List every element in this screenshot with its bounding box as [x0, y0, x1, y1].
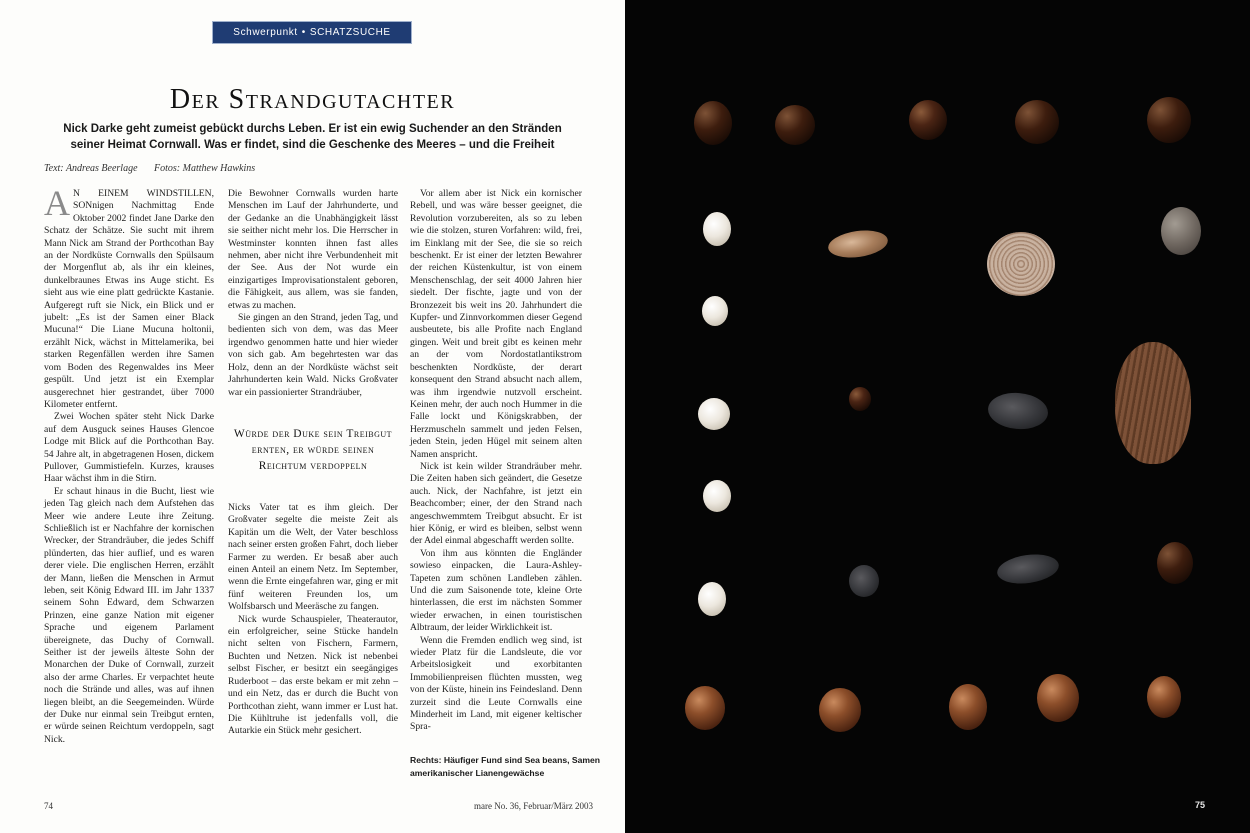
credit-photos: Fotos: Matthew Hawkins: [154, 163, 256, 174]
column-2-paragraph-2: Sie gingen an den Strand, jeden Tag, und bedienten sich von dem, was das Meer irgendwo genommen hatte und hier wieder von sich gab. Am begehrtesten war das Holz, denn an der Nordküste wächst seit Jahrhunderten kein Wald. Nicks Großvater war ein passionierter Strandräuber,: [228, 312, 398, 398]
deck: Nick Darke geht zumeist gebückt durchs Leben. Er ist ein ewig Suchender an den Stränden seiner Heimat Cornwall. Was er findet, sind die Geschenke des Meeres – und die Freiheit: [63, 123, 562, 151]
sea-bean-seed: [909, 100, 947, 140]
tan-seed: [826, 227, 889, 261]
sea-bean-seed: [694, 101, 732, 145]
credits: [44, 163, 255, 174]
photo-page: [625, 0, 1250, 833]
white-seed: [698, 582, 726, 616]
column-2-bottom: [228, 502, 398, 738]
column-3-paragraph-2: Nick ist kein wilder Strandräuber mehr. Die Zeiten haben sich geändert, die Gesetze auch. Nick, der Nachfahre, ist jetzt ein Beachcomber; einer, der den Strand nach angeschwemmtem Treibgut absucht. Er ist hier König, er wird es bleiben, selbst wenn der Adel einmal abgeschafft werden sollte.: [410, 460, 582, 547]
pull-quote: Würde der Duke sein Treibgut ernten, er würde seinen Reichtum verdoppeln: [233, 428, 393, 472]
red-seed: [819, 688, 861, 732]
slate-seed: [995, 551, 1060, 587]
column-2-paragraph-1: Die Bewohner Cornwalls wurden harte Menschen im Lauf der Jahrhunderte, und der Gedanke an die Unabhängigkeit lässt sie seither nicht mehr los. Die Herrscher in Westminster konnten ihnen fast alles nehmen, aber nicht ihre Verbundenheit mit der See. Aus der Not wurde ein einzigartiges Improvisationstalent geboren, die Fähigkeit, aus allem, was sie fanden, etwas zu machen.: [228, 188, 398, 311]
ribbed-shell-seed: [987, 232, 1055, 296]
sea-bean-seed: [1147, 97, 1191, 143]
page-number-right: 75: [1195, 800, 1206, 810]
white-seed: [702, 296, 728, 326]
section-label: Schwerpunkt: [233, 27, 298, 38]
headline: Der Strandgutachter: [169, 84, 456, 115]
column-1-paragraph-1: [44, 183, 214, 411]
sea-bean-seed: [1015, 100, 1059, 144]
column-2-top: [228, 188, 398, 399]
white-seed: [703, 480, 731, 512]
white-seed: [698, 398, 730, 430]
large-nut: [1115, 342, 1191, 464]
sea-bean-seed: [849, 387, 871, 411]
sea-bean-seed: [1157, 542, 1193, 584]
red-seed: [949, 684, 987, 730]
credit-text: Text: Andreas Beerlage: [44, 163, 138, 174]
slate-seed: [849, 565, 879, 597]
column-1-paragraph-2: Zwei Wochen später steht Nick Darke auf dem Ausguck seines Hauses Glencoe Lodge mit Blick auf die Porthcothan Bay. 54 Jahre alt, in abgetragenen Hosen, dickem Pullover, Gummistiefeln. Kurzes, krauses Haar wächst ihm in die Stirn.: [44, 411, 214, 485]
photo-caption: Rechts: Häufiger Fund sind Sea beans, Samen amerikanischer Lianengewächse: [410, 755, 601, 778]
dropcap: A: [44, 183, 70, 223]
column-3-paragraph-4: Wenn die Fremden endlich weg sind, ist wieder Platz für die Landsleute, die vor Arbeitslosigkeit und exorbitanten Immobilienpreisen flüchten mussten, weg von der Küste, hinein ins Feindesland. Denn zurzeit sind die Leute Cornwalls eine Minderheit im Land, mit eigener keltischer Spra-: [410, 634, 582, 733]
section-topic: SCHATZSUCHE: [309, 27, 391, 38]
issue-line: mare No. 36, Februar/März 2003: [474, 801, 593, 811]
column-1-paragraph-3: Er schaut hinaus in die Bucht, liest wie jeden Tag gleich nach dem Aufstehen das Meer wie andere Leute ihre Zeitung. Schließlich ist er Nachfahre der kornischen Wrecker, der Strandräuber, die jedes Schiff plünderten, das hier auflief, und es waren derer viele. Die englischen Herren, erzählt der Mann, ließen die Menschen in Armut leben, seit König Edward III. im Jahr 1337 seinem Sohn Edward, dem Schwarzen Prinzen, eine ganze Nation mit eigener Sprache und eigenem Parlament übereignete, das Duchy of Cornwall. Seither ist der jeweils älteste Sohn der Monarchen der Duke of Cornwall, zurzeit also der arme Charles. Er verpachtet heute noch die Strände und alles, was auf ihnen liegen bleibt, an die Seegemeinden. Würde der Duke nur einmal sein Treibgut ernten, er würde seinen Reichtum verdoppeln, sagt Nick.: [44, 485, 214, 745]
column-3-paragraph-3: Von ihm aus könnten die Engländer sowieso einpacken, die Laura-Ashley-Tapeten zum schönen Landleben zählen. Und die zum Saisonende tote, kleine Orte hinterlassen, die erst im nächsten Sommer wieder erwachen, in einen touristischen Albtraum, der leider Wirklichkeit ist.: [410, 547, 582, 634]
section-separator: •: [301, 27, 306, 38]
column-3: [410, 188, 582, 734]
page-number-left: 74: [44, 801, 53, 811]
section-badge: [212, 21, 412, 44]
column-1: [44, 183, 214, 746]
white-seed: [703, 212, 731, 246]
red-seed: [1037, 674, 1079, 722]
column-1-p1-text: N EINEM WINDSTILLEN, SONnigen Nachmittag Ende Oktober 2002 findet Jane Darke den Schatz der Schätze. Sie sucht mit ihrem Mann Nick am Strand der Porthcothan Bay an der Nordküste Cornwalls den Spülsaum der Morgenflut ab, als ihr ein kleines, dunkelbraunes Etwas ins Auge sticht. Es sieht aus wie eine platt gedrückte Kastanie. Aufgeregt ruft sie Nick, ein Blick und er jubelt: „Es ist der Samen einer Black Mucuna!“ Die Liane Mucuna holtonii, erzählt Nick, wächst in Mittelamerika, bei starken Regenfällen werden ihre Samen vom Boden des Regenwaldes ins Meer gespült. Und jetzt ist ein Exemplar ausgerechnet hier gestrandet, über 7000 Kilometer entfernt.: [44, 188, 214, 410]
column-2-paragraph-4: Nick wurde Schauspieler, Theaterautor, ein erfolgreicher, seine Stücke handeln nicht selten von Fischern, Farmern, Buchten und Netzen. Nick ist nebenbei selbst Fischer, er besitzt ein seegängiges Ruderboot – das erste bekam er mit zehn – und ein Netz, das er durch die Bucht von Porthcothan zieht, wann immer er Lust hat. Die Kühltruhe ist jedenfalls voll, die Autarkie ein Stück mehr gesichert.: [228, 613, 398, 737]
sea-bean-seed: [775, 105, 815, 145]
red-seed: [1147, 676, 1181, 718]
grey-seed: [1161, 207, 1201, 255]
red-seed: [685, 686, 725, 730]
slate-seed: [987, 390, 1050, 431]
column-2-paragraph-3: Nicks Vater tat es ihm gleich. Der Großvater segelte die meiste Zeit als Kapitän um die Welt, der Vater beschloss nach seiner ersten großen Fahrt, doch lieber Farmer zu werden. Er besaß aber auch einen Anteil an einem Netz. Im September, wenn die Ernte eingefahren war, ging er mit fünf weiteren Freunden los, um Wolfsbarsch und Meeräsche zu fangen.: [228, 502, 398, 613]
column-3-paragraph-1: Vor allem aber ist Nick ein kornischer Rebell, und was wäre besser geeignet, die Revolution vorzubereiten, als so zu leben wie die stolzen, sturen Vorfahren: wild, frei, im Einklang mit der See, die sie so reich beschenkt. Er ist einer der letzten Bewahrer der reichen Küstenkultur, ist von einem Menschenschlag, der seit 4000 Jahren hier siedelt. Der fischte, jagte und von der Bronzezeit bis weit ins 20. Jahrhundert die Kupfer- und Zinnvorkommen dieser Gegend ausbeutete, bis alle Profite nach England gingen. Weit und breit gibt es keinen mehr an der vom Nordostatlantikstrom beschenkten Nordküste, der derart konsequent den Strand absucht nach allem, was ihm irgendwie nutzvoll erscheint. Keinen mehr, der auch noch Hummer in die Falle lockt und Königskrabben, der Herzmuscheln sammelt und jeden Felsen, jeden Stein, jeden Hügel mit seinem alten Namen anspricht.: [410, 188, 582, 460]
